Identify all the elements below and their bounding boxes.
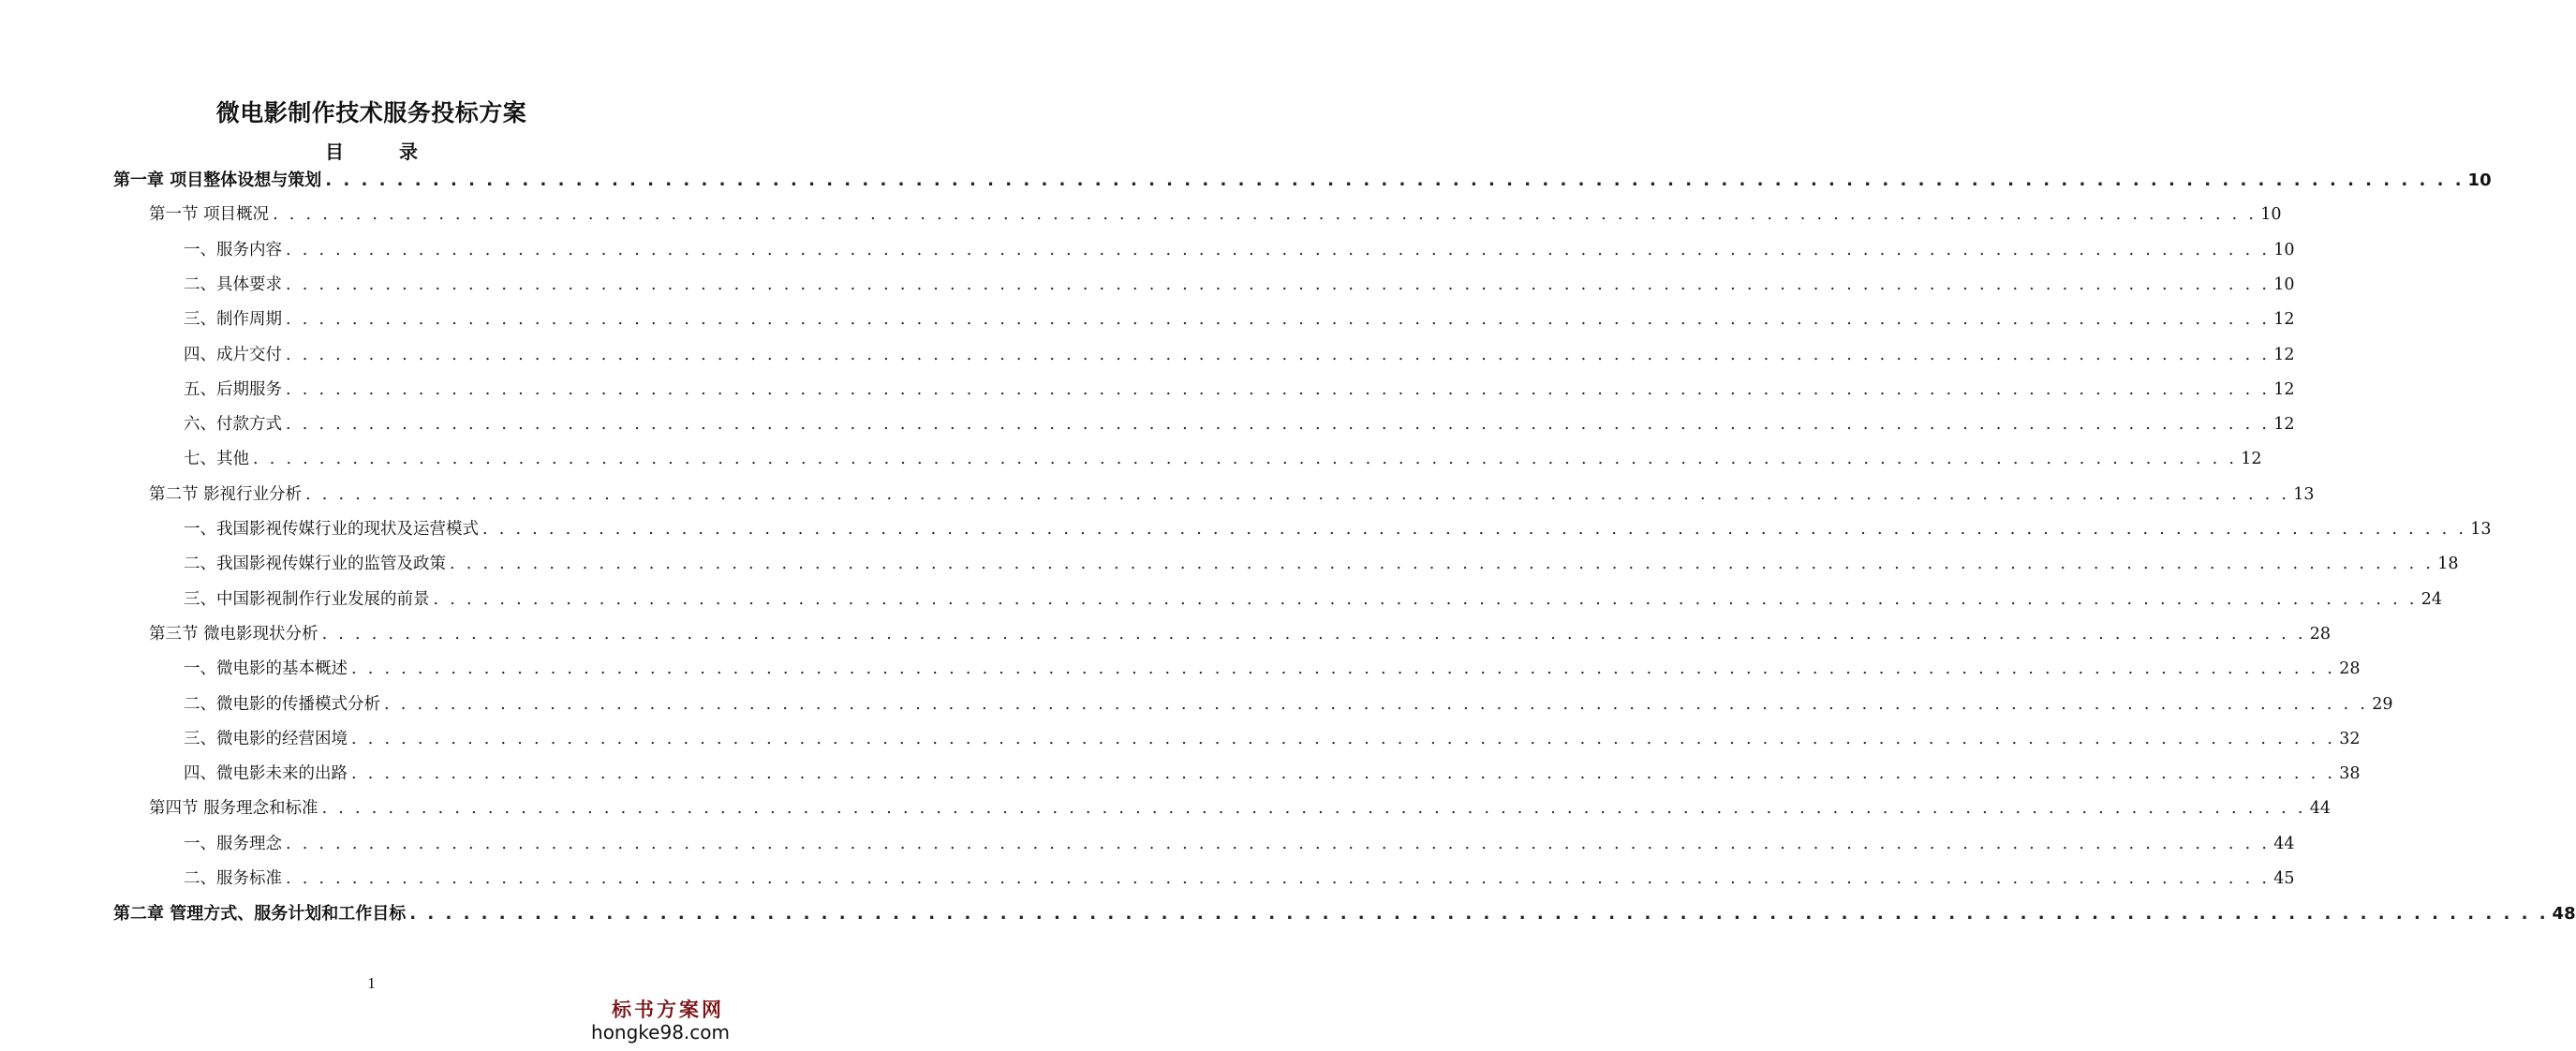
toc-dot-leader: . . . . . . . . . . . . . . . . . . . . . . . . . . . . . . . . . . . . . . . . . . . . . . . . . . . . . . . . . . . . . . . . . . . . . . . . . . . . . . . . . . . . . . . . . . . . . . . . . . . . . . . . . . . . . . . . . . . . . . . . [286, 345, 2271, 364]
toc-subsection-entry[interactable] [184, 827, 2295, 862]
toc-dot-leader: . . . . . . . . . . . . . . . . . . . . . . . . . . . . . . . . . . . . . . . . . . . . . . . . . . . . . . . . . . . . . . . . . . . . . . . . . . . . . . . . . . . . . . . . . . . . . . . . . . . . . . . . . . . . . . . . . . . . . . . . [450, 555, 2435, 574]
toc-entry-page: 29 [2372, 694, 2393, 714]
toc-entry-page: 32 [2339, 729, 2361, 748]
toc-entry-label: 第一章 项目整体设想与策划 [113, 170, 322, 190]
toc-dot-leader: . . . . . . . . . . . . . . . . . . . . . . . . . . . . . . . . . . . . . . . . . . . . . . . . . . . . . . . . . . . . . . . . . . . . . . . . . . . . . . . . . . . . . . . . . . . . . . . . . . . . . . . . . . . . . . . . . . . . . . . . [321, 799, 2306, 819]
toc-subsection-entry[interactable] [184, 688, 2393, 722]
toc-section-entry[interactable] [149, 478, 2315, 512]
toc-dot-leader: . . . . . . . . . . . . . . . . . . . . . . . . . . . . . . . . . . . . . . . . . . . . . . . . . . . . . . . . . . . . . . . . . . . . . . . . . . . . . . . . . . . . . . . . . . . . . . . . . . . . . . . . . . . . . . . . . . . . . . . . [409, 904, 2549, 925]
toc-entry-label: 一、微电影的基本概述 [184, 659, 348, 679]
toc-dot-leader: . . . . . . . . . . . . . . . . . . . . . . . . . . . . . . . . . . . . . . . . . . . . . . . . . . . . . . . . . . . . . . . . . . . . . . . . . . . . . . . . . . . . . . . . . . . . . . . . . . . . . . . . . . . . . . . . . . . . . . . . [305, 484, 2290, 504]
toc-entry-page: 12 [2273, 379, 2295, 399]
toc-entry-page: 28 [2309, 624, 2332, 644]
toc-entry-label: 一、我国影视传媒行业的现状及运营模式 [184, 520, 479, 539]
toc-section-entry[interactable] [149, 198, 2282, 232]
toc-entry-page: 10 [2273, 274, 2295, 294]
toc-dot-leader: . . . . . . . . . . . . . . . . . . . . . . . . . . . . . . . . . . . . . . . . . . . . . . . . . . . . . . . . . . . . . . . . . . . . . . . . . . . . . . . . . . . . . . . . . . . . . . . . . . . . . . . . . . . . . . . . . . . . . . . . [286, 379, 2271, 399]
toc-dot-leader: . . . . . . . . . . . . . . . . . . . . . . . . . . . . . . . . . . . . . . . . . . . . . . . . . . . . . . . . . . . . . . . . . . . . . . . . . . . . . . . . . . . . . . . . . . . . . . . . . . . . . . . . . . . . . . . . . . . . . . . . [351, 659, 2336, 679]
toc-entry-label: 第四节 服务理念和标准 [149, 799, 318, 819]
toc-entry-page: 12 [2273, 310, 2295, 330]
toc-chapter-entry[interactable] [113, 163, 2492, 198]
toc-dot-leader: . . . . . . . . . . . . . . . . . . . . . . . . . . . . . . . . . . . . . . . . . . . . . . . . . . . . . . . . . . . . . . . . . . . . . . . . . . . . . . . . . . . . . . . . . . . . . . . . . . . . . . . . . . . . . . . . . . . . . . . . [286, 415, 2271, 435]
toc-dot-leader: . . . . . . . . . . . . . . . . . . . . . . . . . . . . . . . . . . . . . . . . . . . . . . . . . . . . . . . . . . . . . . . . . . . . . . . . . . . . . . . . . . . . . . . . . . . . . . . . . . . . . . . . . . . . . . . . . . . . . . . . [384, 694, 2369, 714]
toc-entry-page: 48 [2552, 904, 2576, 925]
toc-entry-label: 五、后期服务 [184, 379, 282, 399]
toc-subsection-entry[interactable] [184, 338, 2295, 373]
toc-subsection-entry[interactable] [184, 373, 2295, 407]
toc-entry-label: 六、付款方式 [184, 415, 282, 435]
toc-entry-label: 四、成片交付 [184, 345, 282, 364]
toc-entry-label: 第一节 项目概况 [149, 205, 270, 225]
toc-entry-label: 二、具体要求 [184, 274, 282, 294]
toc-dot-leader: . . . . . . . . . . . . . . . . . . . . . . . . . . . . . . . . . . . . . . . . . . . . . . . . . . . . . . . . . . . . . . . . . . . . . . . . . . . . . . . . . . . . . . . . . . . . . . . . . . . . . . . . . . . . . . . . . . . . . . . . [321, 624, 2306, 644]
document-title: 微电影制作技术服务投标方案 [215, 99, 527, 126]
toc-entry-label: 七、其他 [184, 450, 249, 469]
toc-entry-label: 三、中国影视制作行业发展的前景 [184, 589, 430, 609]
toc-entry-page: 13 [2470, 520, 2492, 539]
toc-entry-page: 18 [2437, 555, 2459, 574]
toc-entry-page: 24 [2421, 589, 2442, 609]
toc-entry-label: 一、服务内容 [184, 240, 282, 259]
toc-subsection-entry[interactable] [184, 862, 2295, 896]
toc-entry-page: 10 [2260, 205, 2282, 225]
toc-dot-leader: . . . . . . . . . . . . . . . . . . . . . . . . . . . . . . . . . . . . . . . . . . . . . . . . . . . . . . . . . . . . . . . . . . . . . . . . . . . . . . . . . . . . . . . . . . . . . . . . . . . . . . . . . . . . . . . . . . . . . . . . [286, 274, 2271, 294]
toc-subsection-entry[interactable] [184, 722, 2361, 757]
watermark-url: hongke98.com [591, 1021, 730, 1044]
toc-entry-label: 三、制作周期 [184, 310, 282, 330]
toc-entry-page: 10 [2273, 240, 2295, 259]
toc-dot-leader: . . . . . . . . . . . . . . . . . . . . . . . . . . . . . . . . . . . . . . . . . . . . . . . . . . . . . . . . . . . . . . . . . . . . . . . . . . . . . . . . . . . . . . . . . . . . . . . . . . . . . . . . . . . . . . . . . . . . . . . . [433, 589, 2418, 609]
toc-section-entry[interactable] [149, 617, 2332, 652]
toc-dot-leader: . . . . . . . . . . . . . . . . . . . . . . . . . . . . . . . . . . . . . . . . . . . . . . . . . . . . . . . . . . . . . . . . . . . . . . . . . . . . . . . . . . . . . . . . . . . . . . . . . . . . . . . . . . . . . . . . . . . . . . . . [286, 834, 2271, 853]
watermark-site-name: 标书方案网 [612, 998, 724, 1021]
toc-dot-leader: . . . . . . . . . . . . . . . . . . . . . . . . . . . . . . . . . . . . . . . . . . . . . . . . . . . . . . . . . . . . . . . . . . . . . . . . . . . . . . . . . . . . . . . . . . . . . . . . . . . . . . . . . . . . . . . . . . . . . . . . [482, 520, 2467, 539]
toc-subsection-entry[interactable] [184, 583, 2442, 617]
page-number: 1 [367, 974, 376, 992]
toc-entry-page: 12 [2273, 415, 2295, 435]
toc-subsection-entry[interactable] [184, 652, 2361, 687]
toc-subsection-entry[interactable] [184, 303, 2295, 337]
toc-entry-label: 二、微电影的传播模式分析 [184, 694, 380, 714]
toc-dot-leader: . . . . . . . . . . . . . . . . . . . . . . . . . . . . . . . . . . . . . . . . . . . . . . . . . . . . . . . . . . . . . . . . . . . . . . . . . . . . . . . . . . . . . . . . . . . . . . . . . . . . . . . . . . . . . . . . . . . . . . . . [286, 310, 2271, 330]
toc-dot-leader: . . . . . . . . . . . . . . . . . . . . . . . . . . . . . . . . . . . . . . . . . . . . . . . . . . . . . . . . . . . . . . . . . . . . . . . . . . . . . . . . . . . . . . . . . . . . . . . . . . . . . . . . . . . . . . . . . . . . . . . . [273, 205, 2258, 225]
watermark [591, 999, 730, 1044]
toc-chapter-entry[interactable] [113, 896, 2576, 931]
toc-subsection-entry[interactable] [184, 512, 2492, 547]
toc-dot-leader: . . . . . . . . . . . . . . . . . . . . . . . . . . . . . . . . . . . . . . . . . . . . . . . . . . . . . . . . . . . . . . . . . . . . . . . . . . . . . . . . . . . . . . . . . . . . . . . . . . . . . . . . . . . . . . . . . . . . . . . . [351, 764, 2336, 784]
toc-section-entry[interactable] [149, 792, 2332, 826]
toc-subsection-entry[interactable] [184, 757, 2361, 792]
toc-entry-page: 38 [2339, 764, 2361, 784]
toc-entry-label: 第二节 影视行业分析 [149, 484, 303, 504]
toc-entry-page: 44 [2309, 799, 2332, 819]
toc-heading: 目 录 [325, 141, 442, 163]
toc-entry-page: 12 [2241, 450, 2262, 469]
toc-entry-page: 28 [2339, 659, 2361, 679]
toc-entry-page: 44 [2273, 834, 2295, 853]
toc-dot-leader: . . . . . . . . . . . . . . . . . . . . . . . . . . . . . . . . . . . . . . . . . . . . . . . . . . . . . . . . . . . . . . . . . . . . . . . . . . . . . . . . . . . . . . . . . . . . . . . . . . . . . . . . . . . . . . . . . . . . . . . . [286, 240, 2271, 259]
toc-entry-label: 一、服务理念 [184, 834, 282, 853]
toc-dot-leader: . . . . . . . . . . . . . . . . . . . . . . . . . . . . . . . . . . . . . . . . . . . . . . . . . . . . . . . . . . . . . . . . . . . . . . . . . . . . . . . . . . . . . . . . . . . . . . . . . . . . . . . . . . . . . . . . . . . . . . . . [286, 869, 2271, 888]
toc-dot-leader: . . . . . . . . . . . . . . . . . . . . . . . . . . . . . . . . . . . . . . . . . . . . . . . . . . . . . . . . . . . . . . . . . . . . . . . . . . . . . . . . . . . . . . . . . . . . . . . . . . . . . . . . . . . . . . . . . . . . . . . . [351, 729, 2336, 748]
toc-dot-leader: . . . . . . . . . . . . . . . . . . . . . . . . . . . . . . . . . . . . . . . . . . . . . . . . . . . . . . . . . . . . . . . . . . . . . . . . . . . . . . . . . . . . . . . . . . . . . . . . . . . . . . . . . . . . . . . . . . . . . . . . [325, 170, 2465, 190]
toc-subsection-entry[interactable] [184, 407, 2295, 442]
toc-entry-label: 二、服务标准 [184, 869, 282, 888]
toc-dot-leader: . . . . . . . . . . . . . . . . . . . . . . . . . . . . . . . . . . . . . . . . . . . . . . . . . . . . . . . . . . . . . . . . . . . . . . . . . . . . . . . . . . . . . . . . . . . . . . . . . . . . . . . . . . . . . . . . . . . . . . . . [253, 450, 2238, 469]
toc-subsection-entry[interactable] [184, 442, 2262, 477]
toc-entry-page: 45 [2273, 869, 2295, 888]
toc-entry-label: 四、微电影未来的出路 [184, 764, 348, 784]
toc-subsection-entry[interactable] [184, 233, 2295, 268]
toc-entry-label: 第二章 管理方式、服务计划和工作目标 [113, 904, 407, 925]
toc-entry-page: 13 [2293, 484, 2315, 504]
toc-entry-page: 12 [2273, 345, 2295, 364]
toc-subsection-entry[interactable] [184, 547, 2459, 582]
toc-entry-label: 第三节 微电影现状分析 [149, 624, 318, 644]
toc-subsection-entry[interactable] [184, 268, 2295, 303]
toc-entry-label: 二、我国影视传媒行业的监管及政策 [184, 555, 446, 574]
toc-entry-label: 三、微电影的经营困境 [184, 729, 348, 748]
toc-entry-page: 10 [2467, 170, 2492, 190]
